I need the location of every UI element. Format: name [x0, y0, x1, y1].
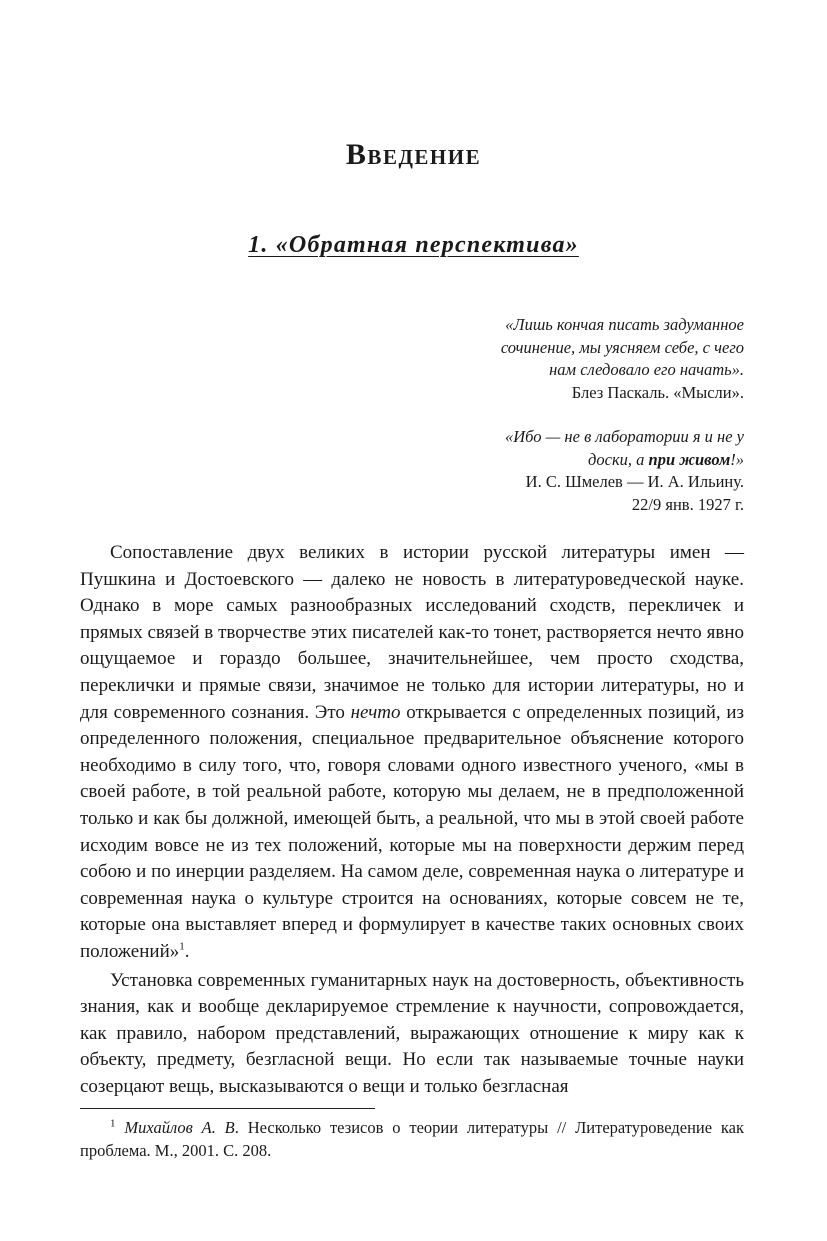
paragraph-2: Установка современных гуманитарных наук на достоверность, объективность знания, как и вообще декларируемое стремление к научности, сопровождается, как правило, набором представлений, выражающих отношение к миру как к объекту, предмету, безгласной вещи. Но если так называемые точные науки созерцают вещь, высказываются о вещи и только безгласная	[80, 969, 744, 1097]
section-title-text: 1. «Обратная перспектива»	[248, 232, 579, 258]
epigraph-shmelev	[384, 426, 744, 516]
epigraph-attribution: И. С. Шмелев — И. А. Ильину.	[525, 472, 744, 491]
epigraph-attribution: Блез Паскаль. «Мысли».	[571, 382, 744, 402]
chapter-title: Введение	[345, 138, 482, 171]
epigraph-quote-part: !»	[730, 449, 744, 469]
section-title	[0, 232, 827, 259]
epigraph-date: 22/9 янв. 1927 г.	[631, 494, 744, 514]
paragraph-text: открывается с определенных позиций, из определенного положения, специальное предварительное объяснение которого необходимо в силу того, что, говоря словами одного известного ученого, «мы в своей работе, в той реальной работе, которую мы делаем, не в предположенной только и как бы должной, имеющей быть, а реальной, что мы в этой своей работе исходим вовсе не из тех положений, которые мы на поверхности держим перед собою и по инерции разделяем. На самом деле, современная наука о литературе и современная наука о культуре строится на основаниях, которые совсем не те, которые она выставляет вперед и формулирует в качестве таких основных своих положений»	[80, 701, 744, 962]
footnote-divider	[80, 1108, 375, 1109]
epigraph-pascal	[384, 314, 744, 404]
footnote	[80, 1116, 744, 1162]
footnote-author: Михайлов А. В	[124, 1118, 235, 1137]
footnote-text: . Несколько тезисов о теории литературы // Литературоведение как проблема. М., 2001. С. 208.	[80, 1118, 745, 1160]
footnote-ref[interactable]: 1	[179, 940, 185, 953]
epigraph-quote-line: нам следовало его начать».	[549, 360, 744, 379]
epigraph-quote-bold: при живом	[648, 449, 731, 469]
emphasis-word: нечто	[350, 701, 401, 723]
epigraph-quote-line: сочинение, мы уясняем себе, с чего	[500, 337, 744, 357]
paragraph-text: Сопоставление двух великих в истории русской литературы имен — Пушкина и Достоевского — далеко не новость в литературоведческой науке. Однако в море самых разнообразных исследований сходств, перекличек и прямых связей в творчестве этих писателей как-то тонет, растворяется нечто явно ощущаемое и гораздо большее, значительнейшее, чем просто сходства, переклички и прямые связи, значимое не только для истории литературы, но и для современного сознания. Это	[80, 542, 744, 723]
paragraph-1	[80, 540, 744, 966]
epigraph-quote-part: доски, а	[588, 449, 649, 469]
epigraph-quote-line	[384, 449, 744, 472]
epigraph-quote-line: «Ибо — не в лаборатории я и не у	[505, 427, 744, 446]
footnote-number: 1	[110, 1117, 116, 1130]
main-text	[80, 540, 744, 1100]
paragraph-text: .	[184, 940, 190, 962]
epigraph-quote-line: «Лишь кончая писать задуманное	[505, 315, 744, 334]
